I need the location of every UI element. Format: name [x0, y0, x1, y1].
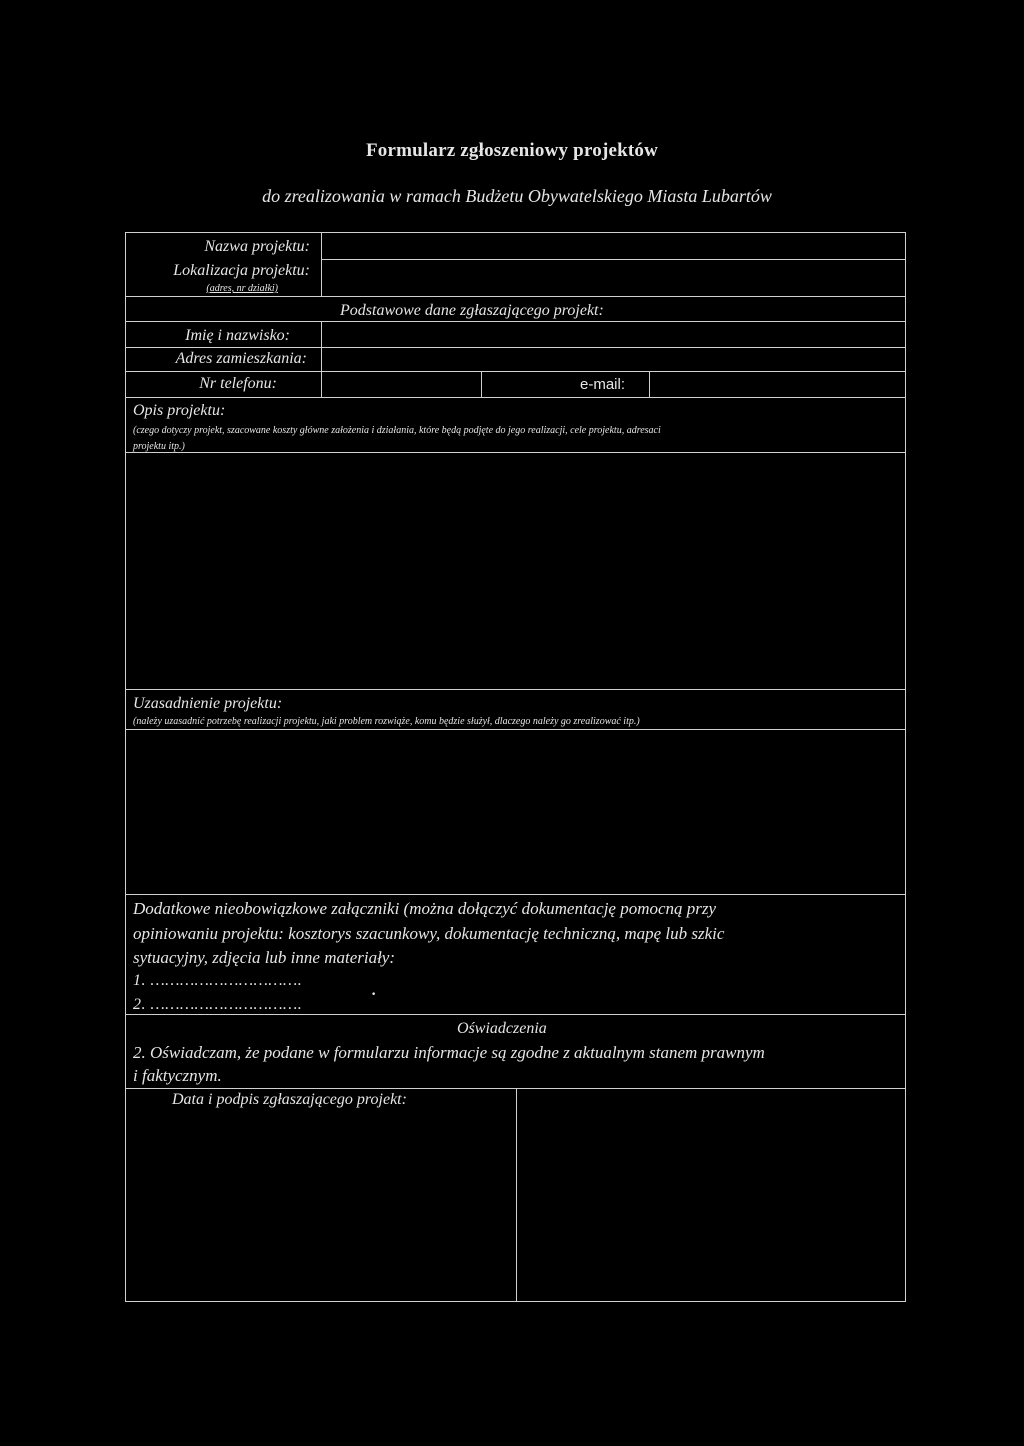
location-row-line [125, 296, 906, 297]
applicant-section-line [125, 321, 906, 322]
project-name-label: Nazwa projektu: [204, 238, 310, 255]
applicant-address-label: Adres zamieszkania: [175, 350, 307, 367]
description-hint-line1: (czego dotyczy projekt, szacowane koszty główne założenia i działania, które będą podjęte do jego realizacji, cele projektu, adresaci [133, 425, 661, 436]
attachments-line [125, 1014, 906, 1015]
justification-header-line [125, 729, 906, 730]
table-border-right [905, 232, 906, 1302]
label-col-divider-applicant [321, 321, 322, 397]
location-hint: (adres, nr działki) [206, 283, 278, 294]
email-col-divider-right [649, 371, 650, 397]
attachments-line1: Dodatkowe nieobowiązkowe załączniki (można dołączyć dokumentację pomocną przy [133, 899, 717, 918]
signature-col-divider [516, 1088, 517, 1302]
justification-label: Uzasadnienie projektu: [133, 695, 283, 712]
location-label: Lokalizacja projektu: [173, 262, 310, 279]
signature-label: Data i podpis zgłaszającego projekt: [172, 1091, 407, 1108]
table-border-bottom [125, 1301, 906, 1302]
statements-line1: 2. Oświadczam, że podane w formularzu informacje są zgodne z aktualnym stanem prawnym [133, 1043, 765, 1062]
phone-label: Nr telefonu: [199, 375, 277, 392]
attachment-item-2: 2. …………………………. [133, 996, 303, 1013]
attachment-item-1: 1. …………………………. [133, 972, 303, 989]
justification-area-line [125, 894, 906, 895]
statements-title: Oświadczenia [457, 1020, 547, 1037]
project-name-row-line [321, 259, 906, 260]
name-row-line [125, 347, 906, 348]
description-label: Opis projektu: [133, 402, 226, 419]
table-border-top [125, 232, 906, 233]
applicant-section-title: Podstawowe dane zgłaszającego projekt: [340, 302, 604, 319]
justification-hint: (należy uzasadnić potrzebę realizacji projektu, jaki problem rozwiąże, komu będzie służył, dlaczego należy go zrealizować itp.) [133, 716, 640, 727]
description-hint-line2: projektu itp.) [133, 441, 185, 452]
description-header-line [125, 452, 906, 453]
address-row-line [125, 371, 906, 372]
phone-row-line [125, 397, 906, 398]
label-col-divider-top [321, 232, 322, 296]
attachments-line3: sytuacyjny, zdjęcia lub inne materiały: [133, 948, 396, 967]
attachments-line2: opiniowaniu projektu: kosztorys szacunkowy, dokumentację techniczną, mapę lub szkic [133, 924, 725, 943]
statements-line2: i faktycznym. [133, 1066, 222, 1085]
description-area-line [125, 689, 906, 690]
form-title: Formularz zgłoszeniowy projektów [365, 140, 659, 161]
applicant-name-label: Imię i nazwisko: [185, 327, 290, 344]
attachment-mark: · [371, 986, 377, 1003]
form-subtitle: do zrealizowania w ramach Budżetu Obywatelskiego Miasta Lubartów [262, 186, 772, 206]
email-label: e-mail: [579, 376, 625, 393]
